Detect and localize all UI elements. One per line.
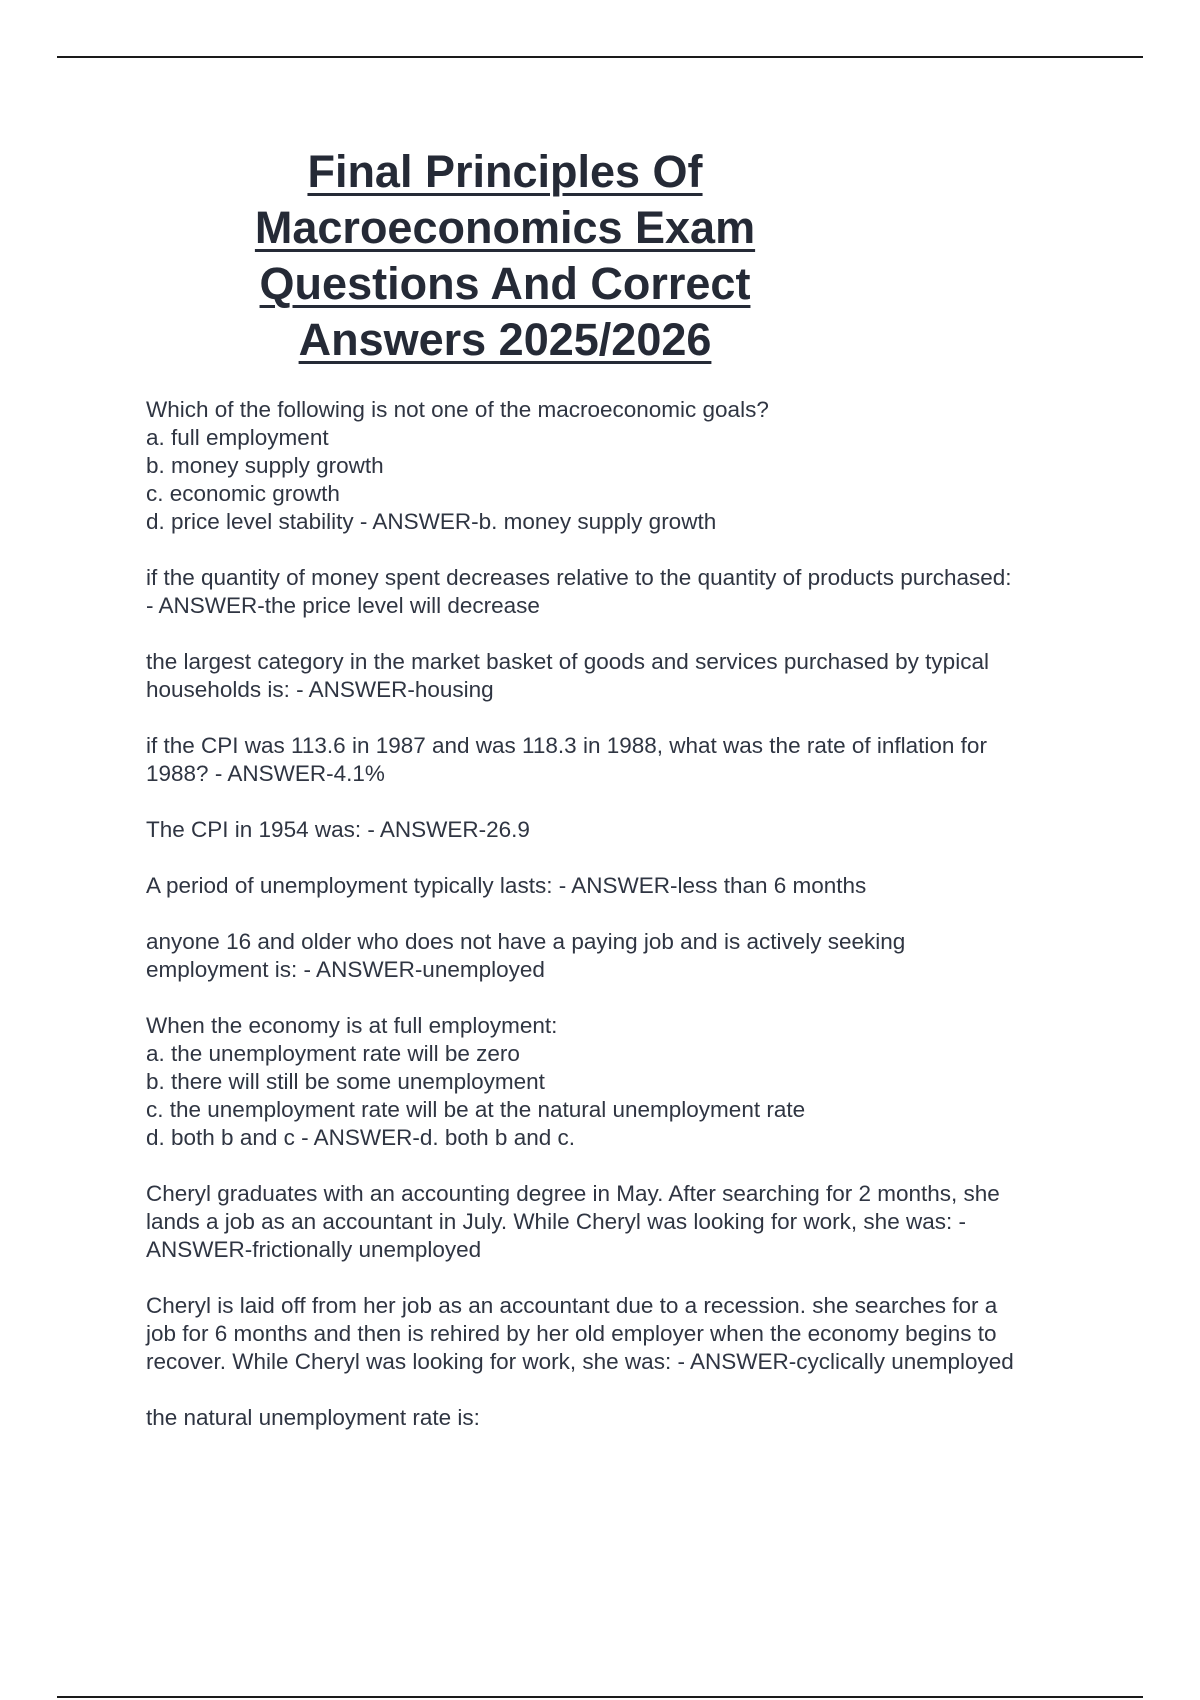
qa-item: [146, 1292, 1091, 1376]
qa-item: [146, 732, 1091, 788]
top-rule: [57, 56, 1143, 58]
qa-text: anyone 16 and older who does not have a paying job and is actively seeking employment is: - ANSWER-unemployed: [146, 929, 906, 982]
qa-text: if the CPI was 113.6 in 1987 and was 118.3 in 1988, what was the rate of inflation for 1988? - ANSWER-4.1%: [146, 733, 987, 786]
title-line: Answers 2025/2026: [298, 314, 712, 365]
qa-item: [146, 1180, 1091, 1264]
qa-text: if the quantity of money spent decreases relative to the quantity of products purchased: - ANSWER-the price level will decrease: [146, 565, 1012, 618]
qa-item: [146, 872, 1091, 900]
title-line: Questions And Correct: [259, 258, 751, 309]
qa-text: The CPI in 1954 was: - ANSWER-26.9: [146, 817, 530, 842]
qa-item: [146, 396, 1091, 536]
qa-item: [146, 816, 1091, 844]
qa-list: [146, 396, 1091, 1460]
qa-item: [146, 564, 1091, 620]
qa-text: the natural unemployment rate is:: [146, 1405, 480, 1430]
qa-text: Cheryl graduates with an accounting degree in May. After searching for 2 months, she lands a job as an accountant in July. While Cheryl was looking for work, she was: - ANSWER-frictionally unemployed: [146, 1181, 1000, 1262]
qa-text: Which of the following is not one of the macroeconomic goals? a. full employment b. money supply growth c. economic growth d. price level stability - ANSWER-b. money supply growth: [146, 397, 769, 534]
qa-text: the largest category in the market basket of goods and services purchased by typical households is: - ANSWER-housing: [146, 649, 989, 702]
title-line: Macroeconomics Exam: [254, 202, 756, 253]
qa-item: [146, 1012, 1091, 1152]
qa-text: When the economy is at full employment: a. the unemployment rate will be zero b. there will still be some unemployment c. the unemployment rate will be at the natural unemployment rate d. both b and c - ANSWER-d. both b and c.: [146, 1013, 806, 1150]
qa-text: A period of unemployment typically lasts: - ANSWER-less than 6 months: [146, 873, 867, 898]
qa-item: [146, 648, 1091, 704]
qa-item: [146, 928, 1091, 984]
bottom-rule: [57, 1696, 1143, 1698]
title-line: Final Principles Of: [307, 146, 703, 197]
document-title: [185, 144, 825, 368]
qa-item: [146, 1404, 1091, 1432]
qa-text: Cheryl is laid off from her job as an accountant due to a recession. she searches for a job for 6 months and then is rehired by her old employer when the economy begins to recover. While Cheryl was looking for work, she was: - ANSWER-cyclically unemployed: [146, 1293, 1014, 1374]
